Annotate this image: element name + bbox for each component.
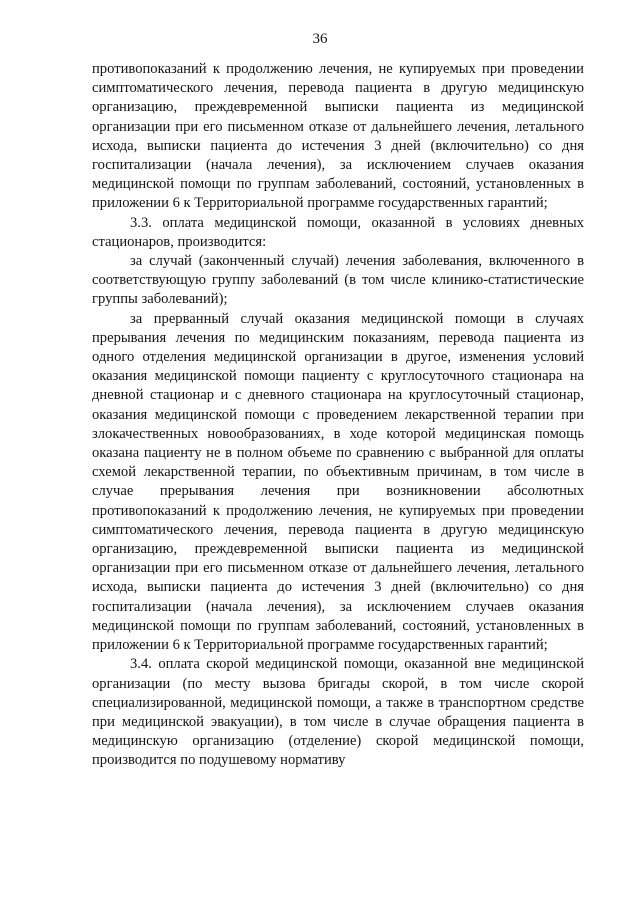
paragraph-3-3: 3.3. оплата медицинской помощи, оказанной в условиях дневных стационаров, производится:	[92, 214, 584, 250]
paragraph-interrupted-case: за прерванный случай оказания медицинской помощи в случаях прерывания лечения по медицинским показаниям, перевода пациента из одного отделения медицинской организации в другое, изменения условий оказания медицинской помощи пациенту с круглосуточного стационара на дневной стационар и с дневного стационара на круглосуточный стационар, оказания медицинской помощи с проведением лекарственной терапии при злокачественных новообразованиях, в ходе которой медицинская помощь оказана пациенту не в полном объеме по сравнению с выбранной для оплаты схемой лекарственной терапии, по объективным причинам, в том числе в случае прерывания лечения при возникновении абсолютных противопоказаний к продолжению лечения, не купируемых при проведении симптоматического лечения, перевода пациента в другую медицинскую организацию, преждевременной выписки пациента из медицинской организации при его письменном отказе от дальнейшего лечения, летального исхода, выписки пациента до истечения 3 дней (включительно) со дня госпитализации (начала лечения), за исключением случаев оказания медицинской помощи по группам заболеваний, состояний, установленных в приложении 6 к Территориальной программе государственных гарантий;	[92, 310, 584, 654]
paragraph-3-4: 3.4. оплата скорой медицинской помощи, оказанной вне медицинской организации (по месту вызова бригады скорой, в том числе скорой специализированной, медицинской помощи, а также в транспортном средстве при медицинской эвакуации), в том числе в случае обращения пациента в медицинскую организацию (отделение) скорой медицинской помощи, производится по подушевому нормативу	[92, 656, 584, 769]
paragraph-continuation: противопоказаний к продолжению лечения, не купируемых при проведении симптоматического лечения, перевода пациента в другую медицинскую организацию, преждевременной выписки пациента из медицинской организации при его письменном отказе от дальнейшего лечения, летального исхода, выписки пациента до истечения 3 дней (включительно) со дня госпитализации (начала лечения), за исключением случаев оказания медицинской помощи по группам заболеваний, состояний, установленных в приложении 6 к Территориальной программе государственных гарантий;	[92, 61, 584, 212]
paragraph-completed-case: за случай (законченный случай) лечения заболевания, включенного в соответствующую группу заболеваний (в том числе клинико-статистические группы заболеваний);	[92, 253, 584, 308]
document-body	[92, 60, 584, 771]
page-number: 36	[312, 31, 328, 47]
